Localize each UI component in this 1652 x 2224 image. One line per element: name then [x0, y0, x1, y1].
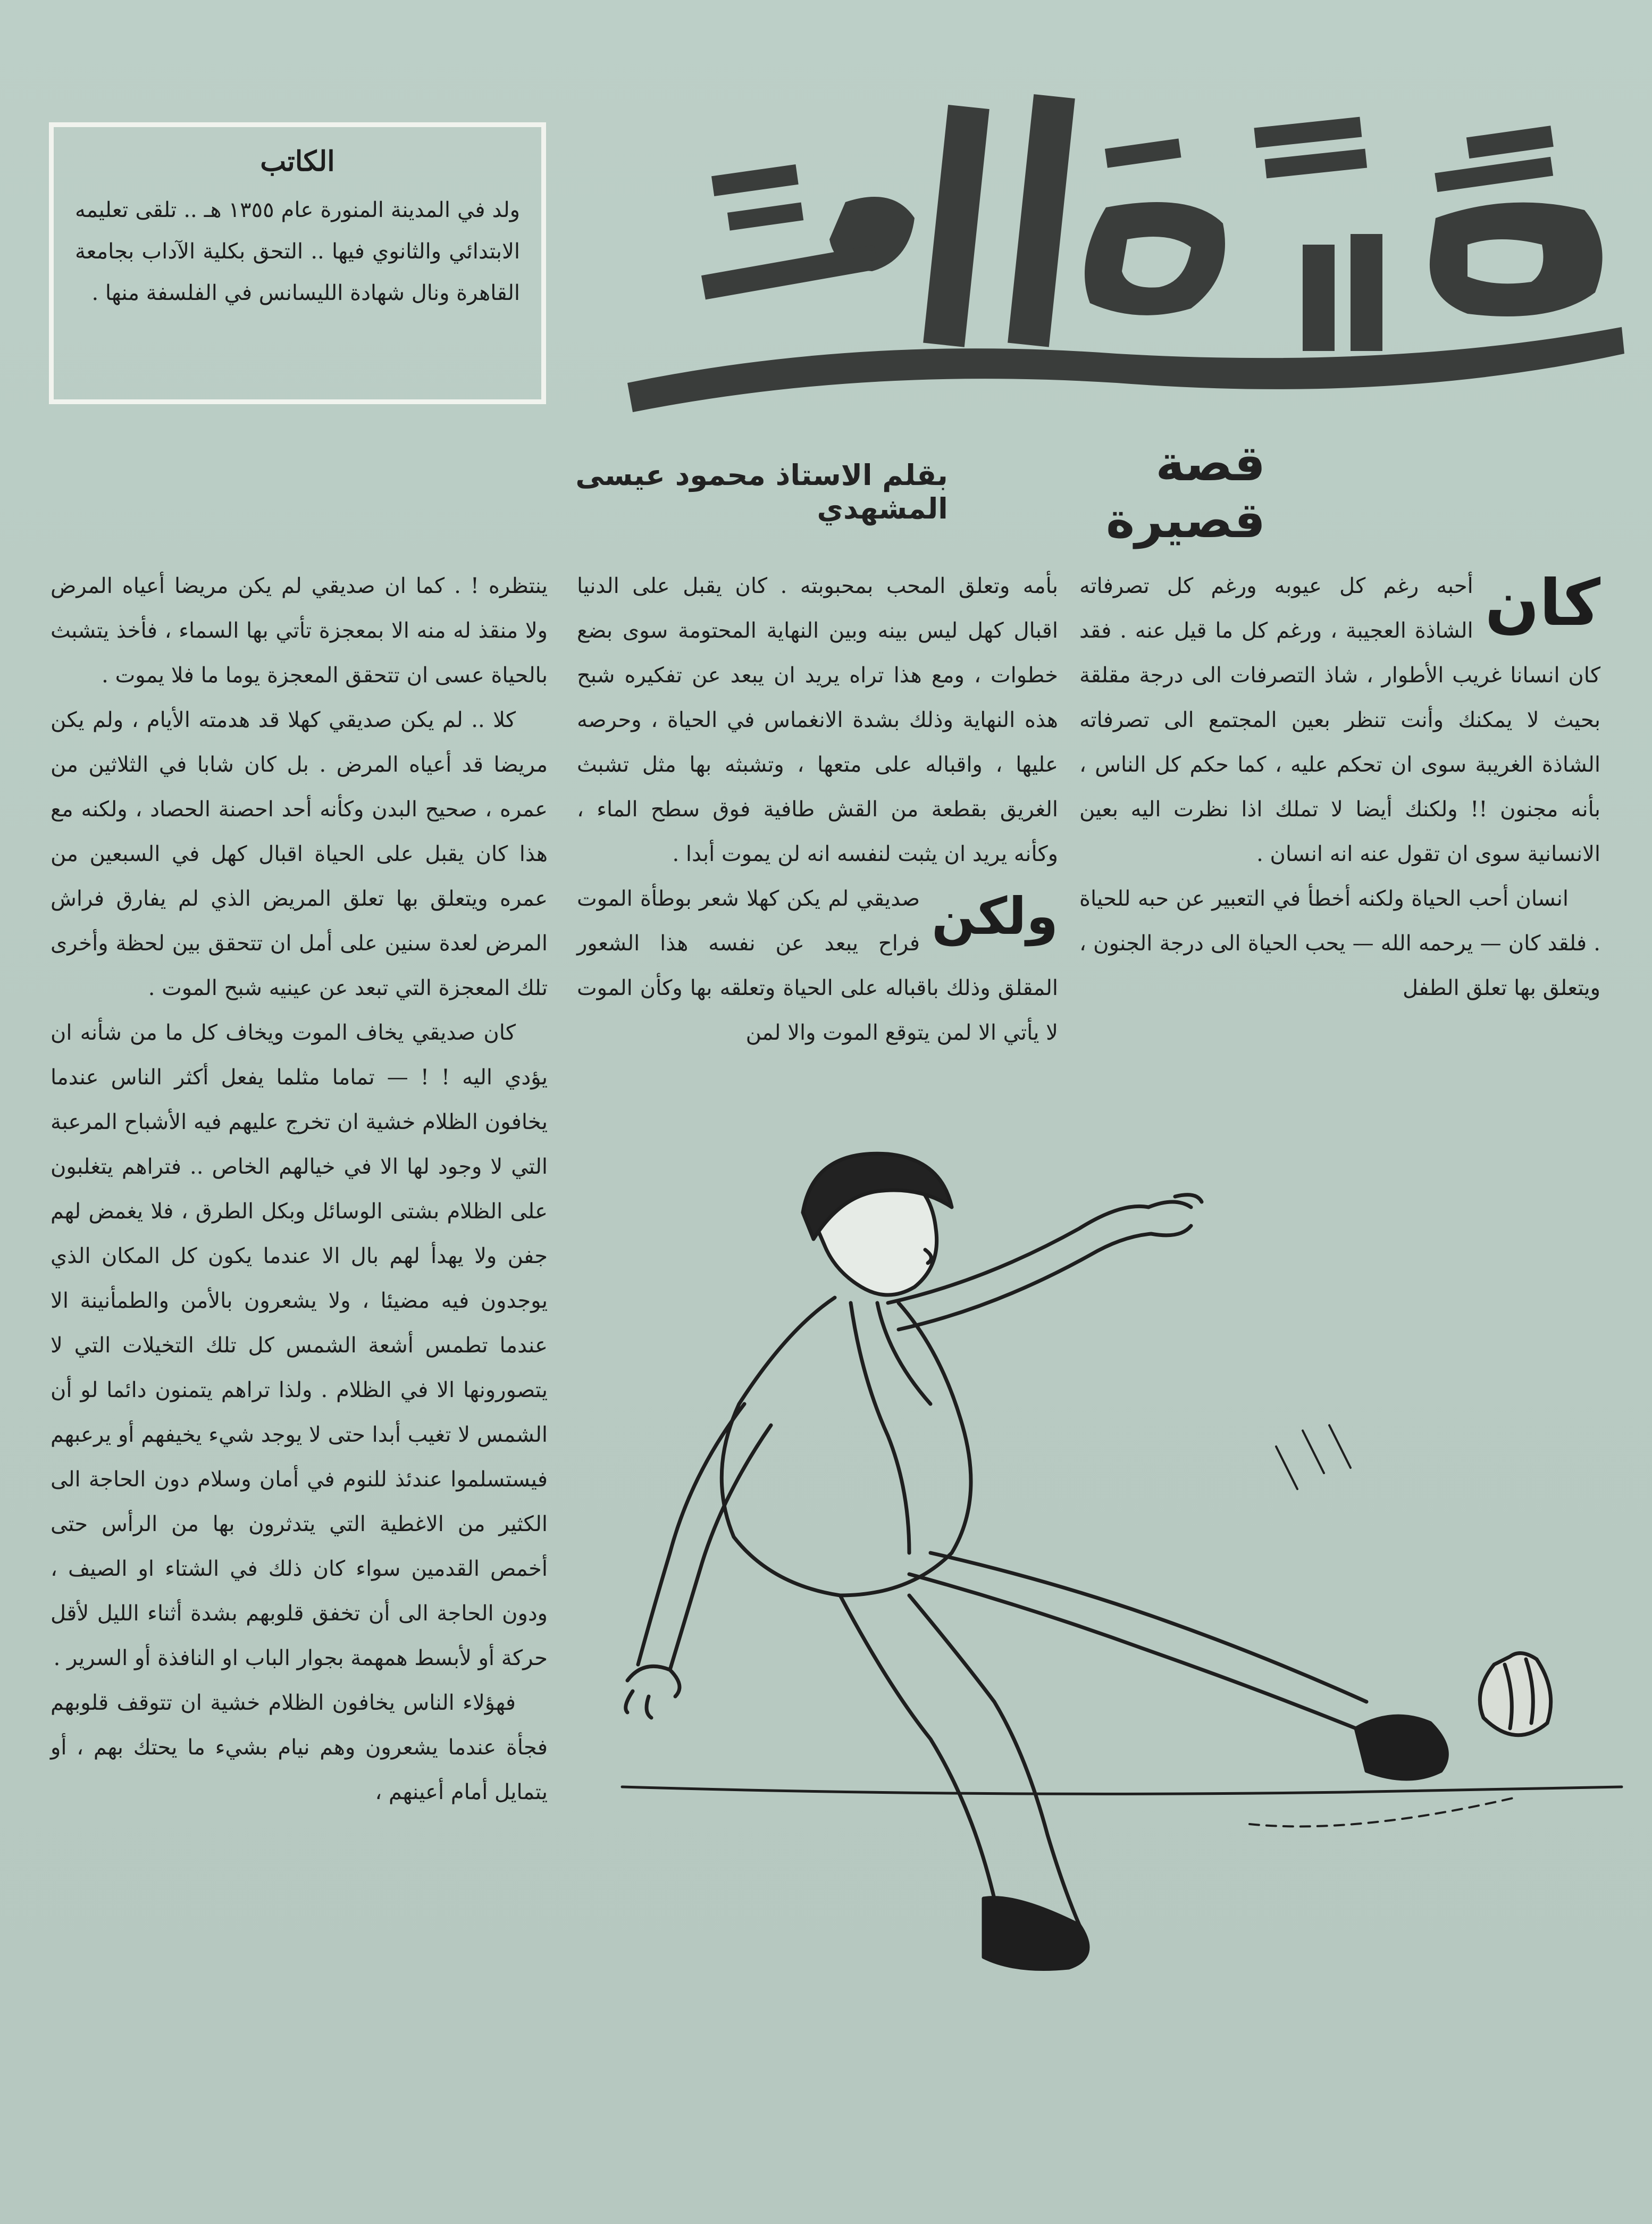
text-column-2: [577, 564, 1058, 1055]
dropcap-word: ولكن: [932, 887, 1058, 946]
author-bio-box: [49, 122, 546, 404]
paragraph: ينتظره ! . كما ان صديقي لم يكن مريضا أعياه المرض ولا منقذ له منه الا بمعجزة تأتي بها السماء ، فأخذ يتشبث بالحياة عسى ان تتحقق المعجزة يوما ما فلا يموت .: [51, 574, 548, 688]
author-bio-heading: الكاتب: [260, 145, 335, 178]
paragraph: كان صديقي يخاف الموت ويخاف كل ما من شأنه ان يؤدي اليه ! ! — تماما مثلما يفعل أكثر الناس عندما يخافون الظلام خشية ان تخرج عليهم فيه الأشباح المرعبة التي لا وجود لها الا في خيالهم الخاص .. فتراهم يتغلبون على الظلام بشتى الوسائل وبكل الطرق ، فلا يغمض لهم جفن ولا يهدأ لهم بال الا عندما يكون كل المكان الذي يوجدون فيه مضيئا ، ولا يشعرون بالأمن والطمأنينة الا عندما تطمس أشعة الشمس كل تلك التخيلات التي لا يتصورونها الا في الظلام . ولذا تراهم يتمنون دائما لو أن الشمس لا تغيب أبدا حتى لا يوجد شيء يخيفهم أو يرعبهم فيستسلموا عندئذ للنوم في أمان وسلام دون الحاجة الى الكثير من الاغطية التي يتدثرون بها من الرأس حتى أخمص القدمين سواء كان ذلك في الشتاء او الصيف ، ودون الحاجة الى أن تخفق قلوبهم بشدة أثناء الليل لأقل حركة أو لأبسط همهمة بجوار الباب او النافذة أو السرير .: [51, 1021, 548, 1670]
paragraph: فهؤلاء الناس يخافون الظلام خشية ان تتوقف قلوبهم فجأة عندما يشعرون وهم نيام بشيء ما يحتك بهم ، أو يتمايل أمام أعينهم ،: [51, 1691, 548, 1804]
text-column-1: [1079, 564, 1600, 1010]
paragraph: صديقي لم يكن كهلا شعر بوطأة الموت فراح يبعد عن نفسه هذا الشعور المقلق وذلك باقباله على الحياة وتعلقه بها وكأن الموت لا يأتي الا لمن يتوقع الموت والا لمن: [577, 887, 1058, 1045]
subtitle-line: [436, 435, 1265, 549]
paragraph: أحبه رغم كل عيوبه ورغم كل تصرفاته الشاذة العجيبة ، ورغم كل ما قيل عنه . فقد كان انسانا غريب الأطوار ، شاذ التصرفات الى درجة مقلقة بحيث لا يمكنك وأنت تنظر بعين المجتمع الى تصرفاته الشاذة الغريبة سوى ان تحكم عليه ، كما حكم كل الناس ، بأنه مجنون !! ولكنك أيضا لا تملك اذا نظرت اليه بعين الانسانية سوى ان تقول عنه انه انسان .: [1079, 574, 1600, 866]
author-byline: بقلم الاستاذ محمود عيسى المشهدي: [575, 458, 948, 525]
story-title: [617, 88, 1627, 417]
slipping-man-illustration: [611, 1127, 1643, 2117]
dropcap-word: كان: [1485, 566, 1600, 640]
paragraph: انسان أحب الحياة ولكنه أخطأ في التعبير عن حبه للحياة . فلقد كان — يرحمه الله — يحب الحياة الى درجة الجنون ، ويتعلق بها تعلق الطفل: [1079, 887, 1600, 1000]
paragraph: كلا .. لم يكن صديقي كهلا قد هدمته الأيام ، ولم يكن مريضا قد أعياه المرض . بل كان شابا في الثلاثين من عمره ، صحيح البدن وكأنه أحد احصنة الحصاد ، ولكنه مع هذا كان يقبل على الحياة اقبال كهل في السبعين من عمره ويتعلق بها تعلق المريض الذي لم يفارق فراش المرض لعدة سنين على أمل ان تتحقق بين لحظة وأخرى تلك المعجزة التي تبعد عن عينيه شبح الموت .: [51, 708, 548, 1000]
author-bio-text: ولد في المدينة المنورة عام ١٣٥٥ هـ .. تلقى تعليمه الابتدائي والثانوي فيها .. التحق بكلية الآداب بجامعة القاهرة ونال شهادة الليسانس في الفلسفة منها .: [75, 198, 520, 305]
story-type: قصة قصيرة: [1106, 435, 1265, 549]
text-column-3: [51, 564, 548, 1815]
paragraph: بأمه وتعلق المحب بمحبوبته . كان يقبل على الدنيا اقبال كهل ليس بينه وبين النهاية المحتومة سوى بضع خطوات ، ومع هذا تراه يريد ان يبعد عن تفكيره شبح هذه النهاية وذلك بشدة الانغماس في الحياة ، وحرصه عليها ، واقباله على متعها ، وتشبثه بها مثل تشبث الغريق بقطعة من القش طافية فوق سطح الماء ، وكأنه يريد ان يثبت لنفسه انه لن يموت أبدا .: [577, 574, 1059, 866]
